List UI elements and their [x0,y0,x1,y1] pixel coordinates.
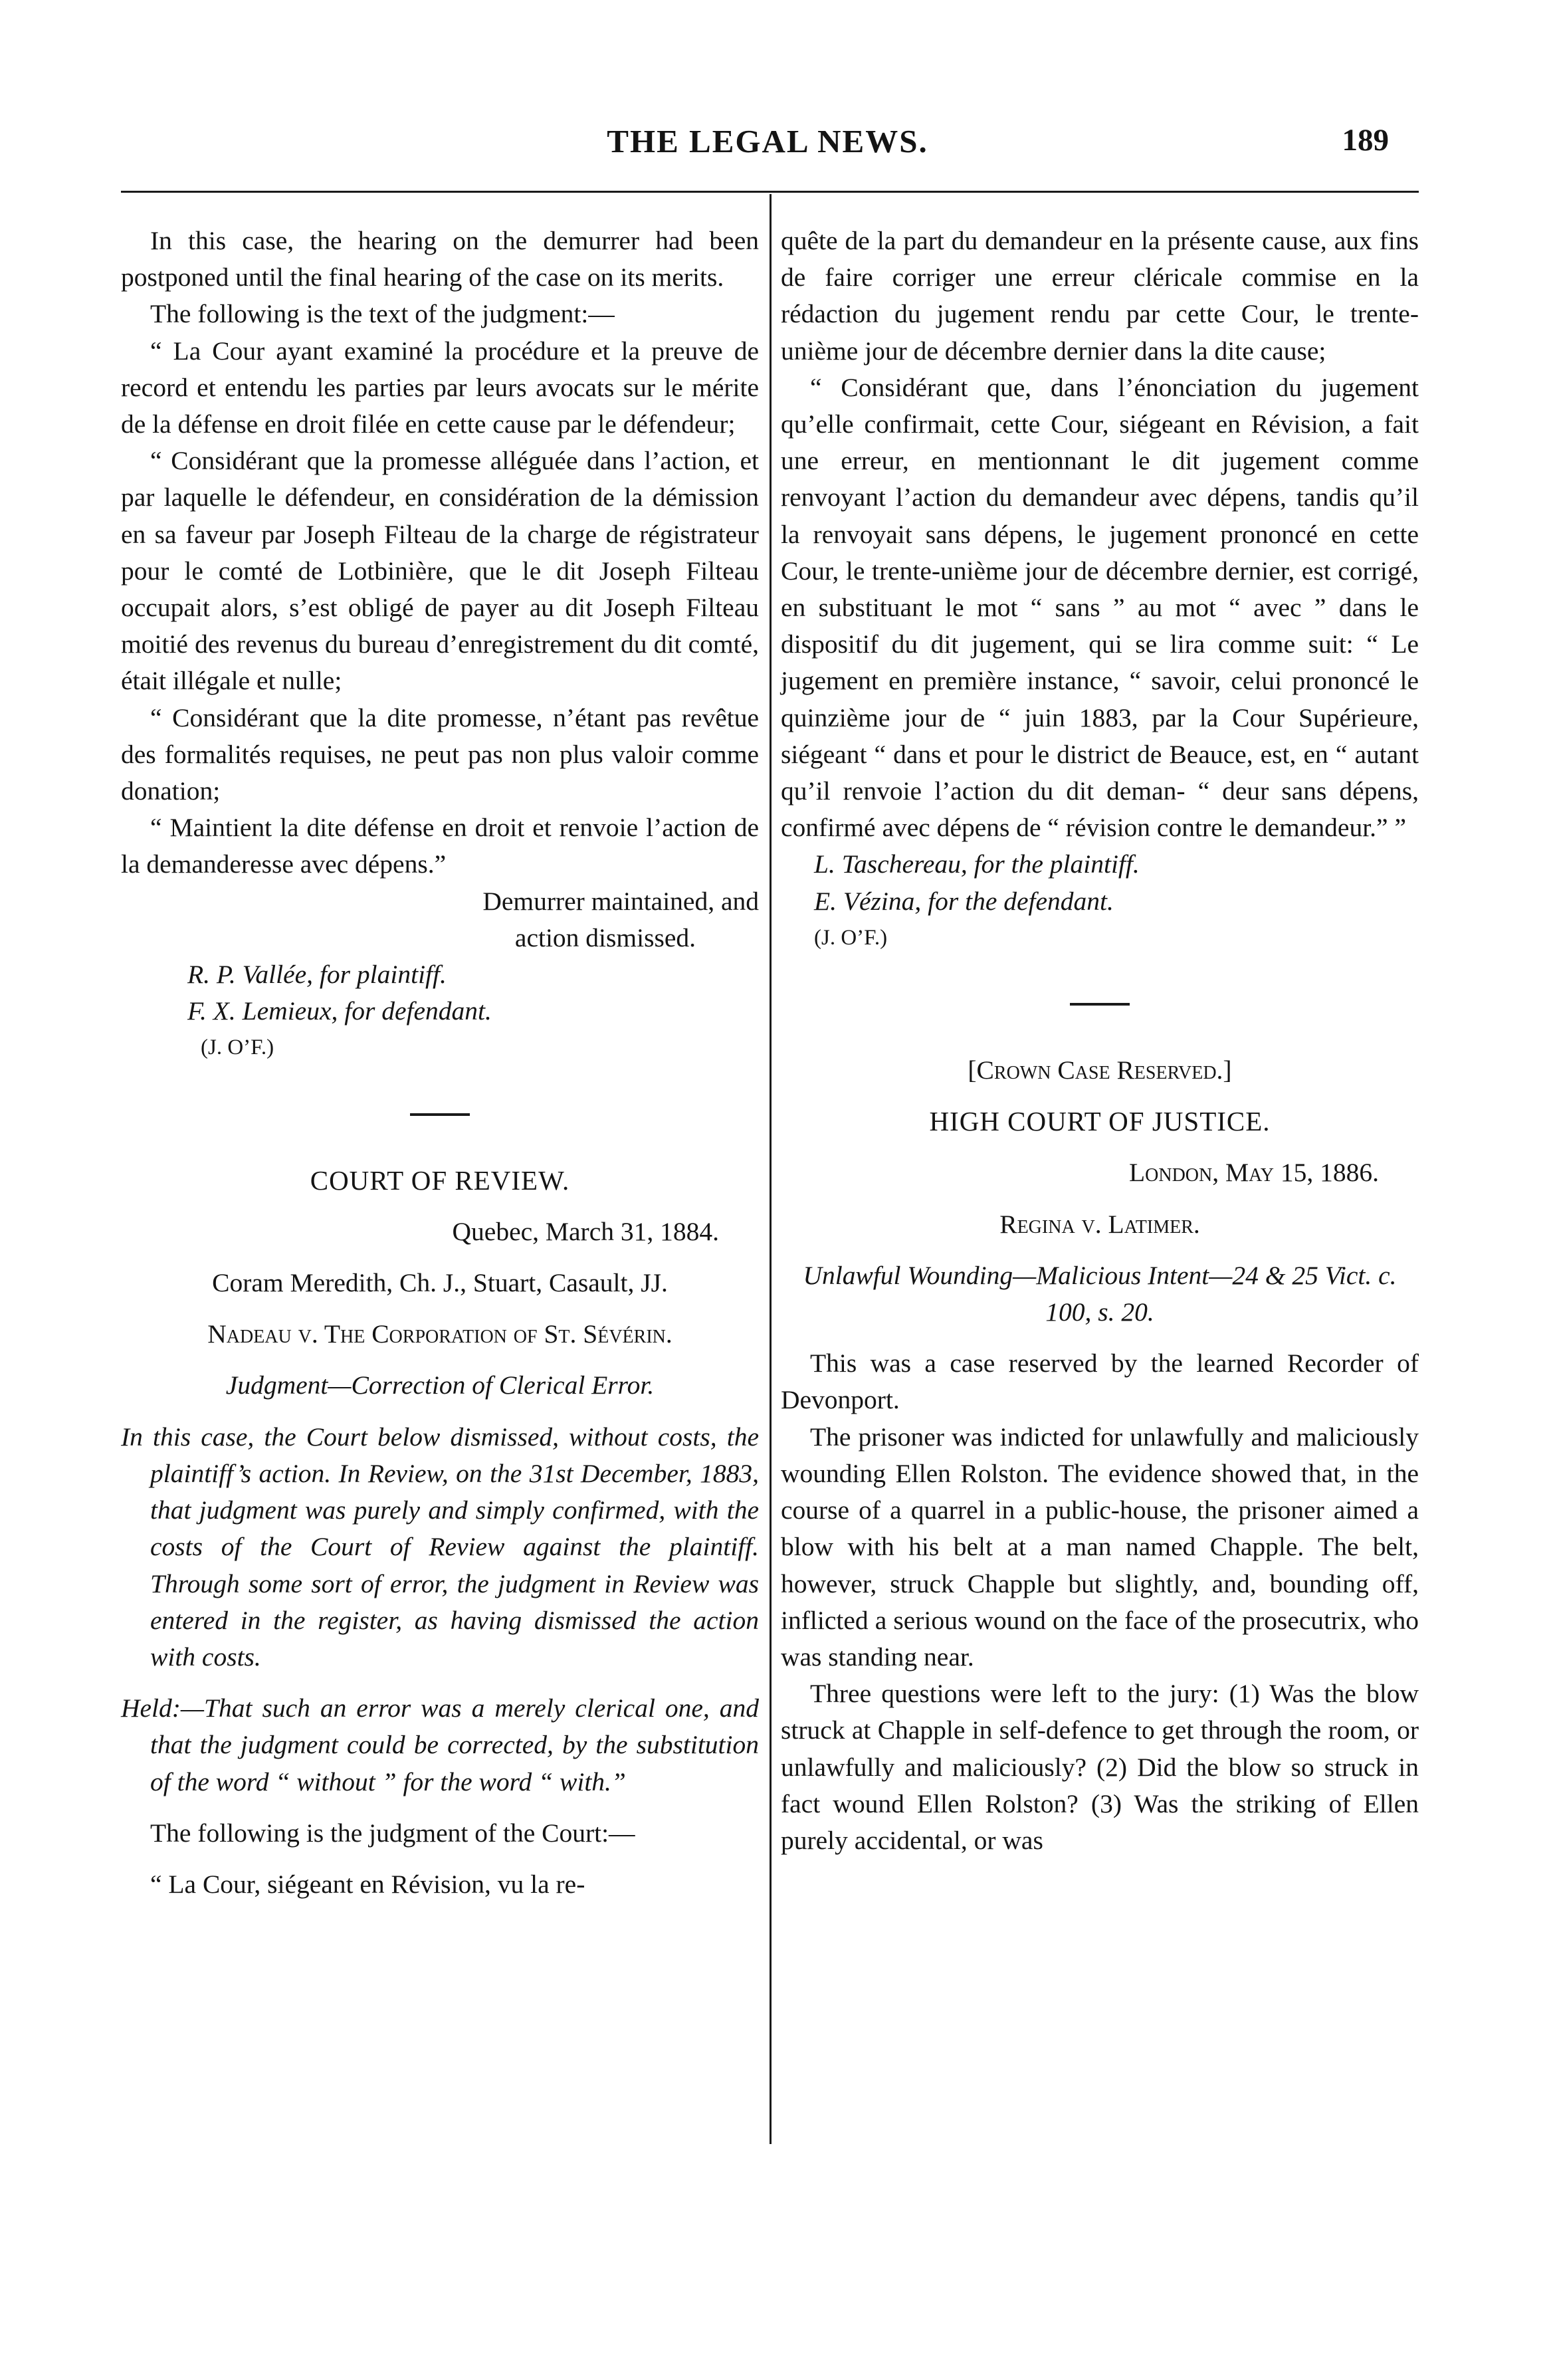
paragraph: Three questions were left to the jury: (1) Was the blow struck at Chapple in self-defence to get through the room, or unlawfully and maliciously? (2) Did the blow so struck in fact wound Ellen Rolston? (3) Was the striking of Ellen purely accidental, or was [781,1679,1419,1855]
reporter-initials: (J. O’F.) [201,1035,274,1060]
paragraph: “ La Cour, siégeant en Révision, vu la re- [150,1869,585,1899]
page-number: 189 [1342,123,1389,158]
counsel-defendant: E. Vézina, for the defendant. [814,886,1114,916]
case-subject: Unlawful Wounding—Malicious Intent—24 & 25 Vict. c. 100, s. 20. [803,1260,1397,1327]
dateline: Quebec, March 31, 1884. [452,1216,719,1246]
running-title: THE LEGAL NEWS. [607,123,928,160]
case-type: [Crown Case Reserved.] [968,1055,1232,1085]
coram: Coram Meredith, Ch. J., Stuart, Casault, JJ. [212,1268,668,1298]
disposition: Demurrer maintained, and [482,886,759,916]
paragraph: The following is the text of the judgment:— [150,299,615,329]
disposition: action dismissed. [514,922,696,952]
court-heading: COURT OF REVIEW. [310,1164,570,1196]
paragraph: The prisoner was indicted for unlawfully and maliciously wounding Ellen Rolston. The evidence showed that, in the course of a quarrel in a public-house, the prisoner aimed a blow with his belt at a man named Chapple. The belt, however, struck Chapple but slightly, and, bounding off, inflicted a serious wound on the face of the prosecutrix, who was standing near. [781,1422,1419,1672]
court-heading: HIGH COURT OF JUSTICE. [929,1106,1271,1137]
judgment-paragraph: “ Maintient la dite défense en droit et renvoie l’action de la demanderesse avec dépens.” [121,813,759,879]
judgment-paragraph: “ Considérant que la dite promesse, n’étant pas revêtue des formalités requises, ne peut pas non plus valoir comme donation; [121,703,759,806]
dateline: London, May 15, 1886. [1129,1158,1379,1188]
paragraph: In this case, the hearing on the demurrer had been postponed until the final hearing of the case on its merits. [121,226,759,292]
reporter-initials: (J. O’F.) [814,925,888,950]
counsel-plaintiff: R. P. Vallée, for plaintiff. [187,960,447,990]
left-column [121,223,759,1903]
right-column [781,223,1419,1859]
case-parties: Nadeau v. The Corporation of St. Sévérin. [207,1319,672,1349]
headnote-summary: In this case, the Court below dismissed, without costs, the plaintiff’s action. In Review, on the 31st December, 1883, that judgment was purely and simply confirmed, with the costs of the Court of Review against the plaintiff. Through some sort of error, the judgment in Review was entered in the register, as having dismissed the action with costs. [121,1422,759,1672]
header-rule [121,191,1419,193]
judgment-paragraph: “ La Cour ayant examiné la procédure et la preuve de record et entendu les parties par leurs avocats sur le mérite de la défense en droit filée en cette cause par le défendeur; [121,336,759,439]
column-divider [770,194,772,2144]
case-subject: Judgment—Correction of Clerical Error. [225,1370,655,1400]
counsel-plaintiff: L. Taschereau, for the plaintiff. [814,849,1140,879]
judgment-paragraph: “ Considérant que, dans l’énonciation du jugement qu’elle confirmait, cette Cour, siégeant en Révision, a fait une erreur, en mentionnant le dit jugement comme renvoyant l’action du demandeur avec dépens, tandis qu’il la renvoyait sans dépens, le jugement prononcé en cette Cour, le trente-unième jour de décembre dernier, est corrigé, en substituant le mot “ sans ” au mot “ avec ” dans le dispositif du dit jugement, qui se lira comme suit: “ Le jugement en première instance, “ savoir, celui prononcé le quinzième jour de “ juin 1883, par la Cour Supérieure, siégeant “ dans et pour le district de Beauce, est, en “ autant qu’il renvoie l’action du dit deman- “ deur sans dépens, confirmé avec dépens de “ révision contre le demandeur.” ” [781,372,1419,843]
case-parties: Regina v. Latimer. [999,1209,1200,1239]
paragraph: This was a case reserved by the learned Recorder of Devonport. [781,1349,1419,1415]
judgment-paragraph: “ Considérant que la promesse alléguée dans l’action, et par laquelle le défendeur, en considération de la démission en sa faveur par Joseph Filteau de la charge de régistrateur pour le comté de Lotbinière, que le dit Joseph Filteau occupait alors, s’est obligé de payer au dit Joseph Filteau moitié des revenus du bureau d’enregistrement du dit comté, était illégale et nulle; [121,446,759,696]
judgment-paragraph: quête de la part du demandeur en la présente cause, aux fins de faire corriger une erreur cléricale commise en la rédaction du jugement rendu par cette Cour, le trente-unième jour de décembre dernier dans la dite cause; [781,226,1419,366]
paragraph: The following is the judgment of the Court:— [150,1818,635,1848]
counsel-defendant: F. X. Lemieux, for defendant. [187,996,492,1026]
headnote-held: Held:—That such an error was a merely clerical one, and that the judgment could be corrected, by the substitution of the word “ without ” for the word “ with.” [121,1693,759,1796]
page-header [120,118,1415,171]
